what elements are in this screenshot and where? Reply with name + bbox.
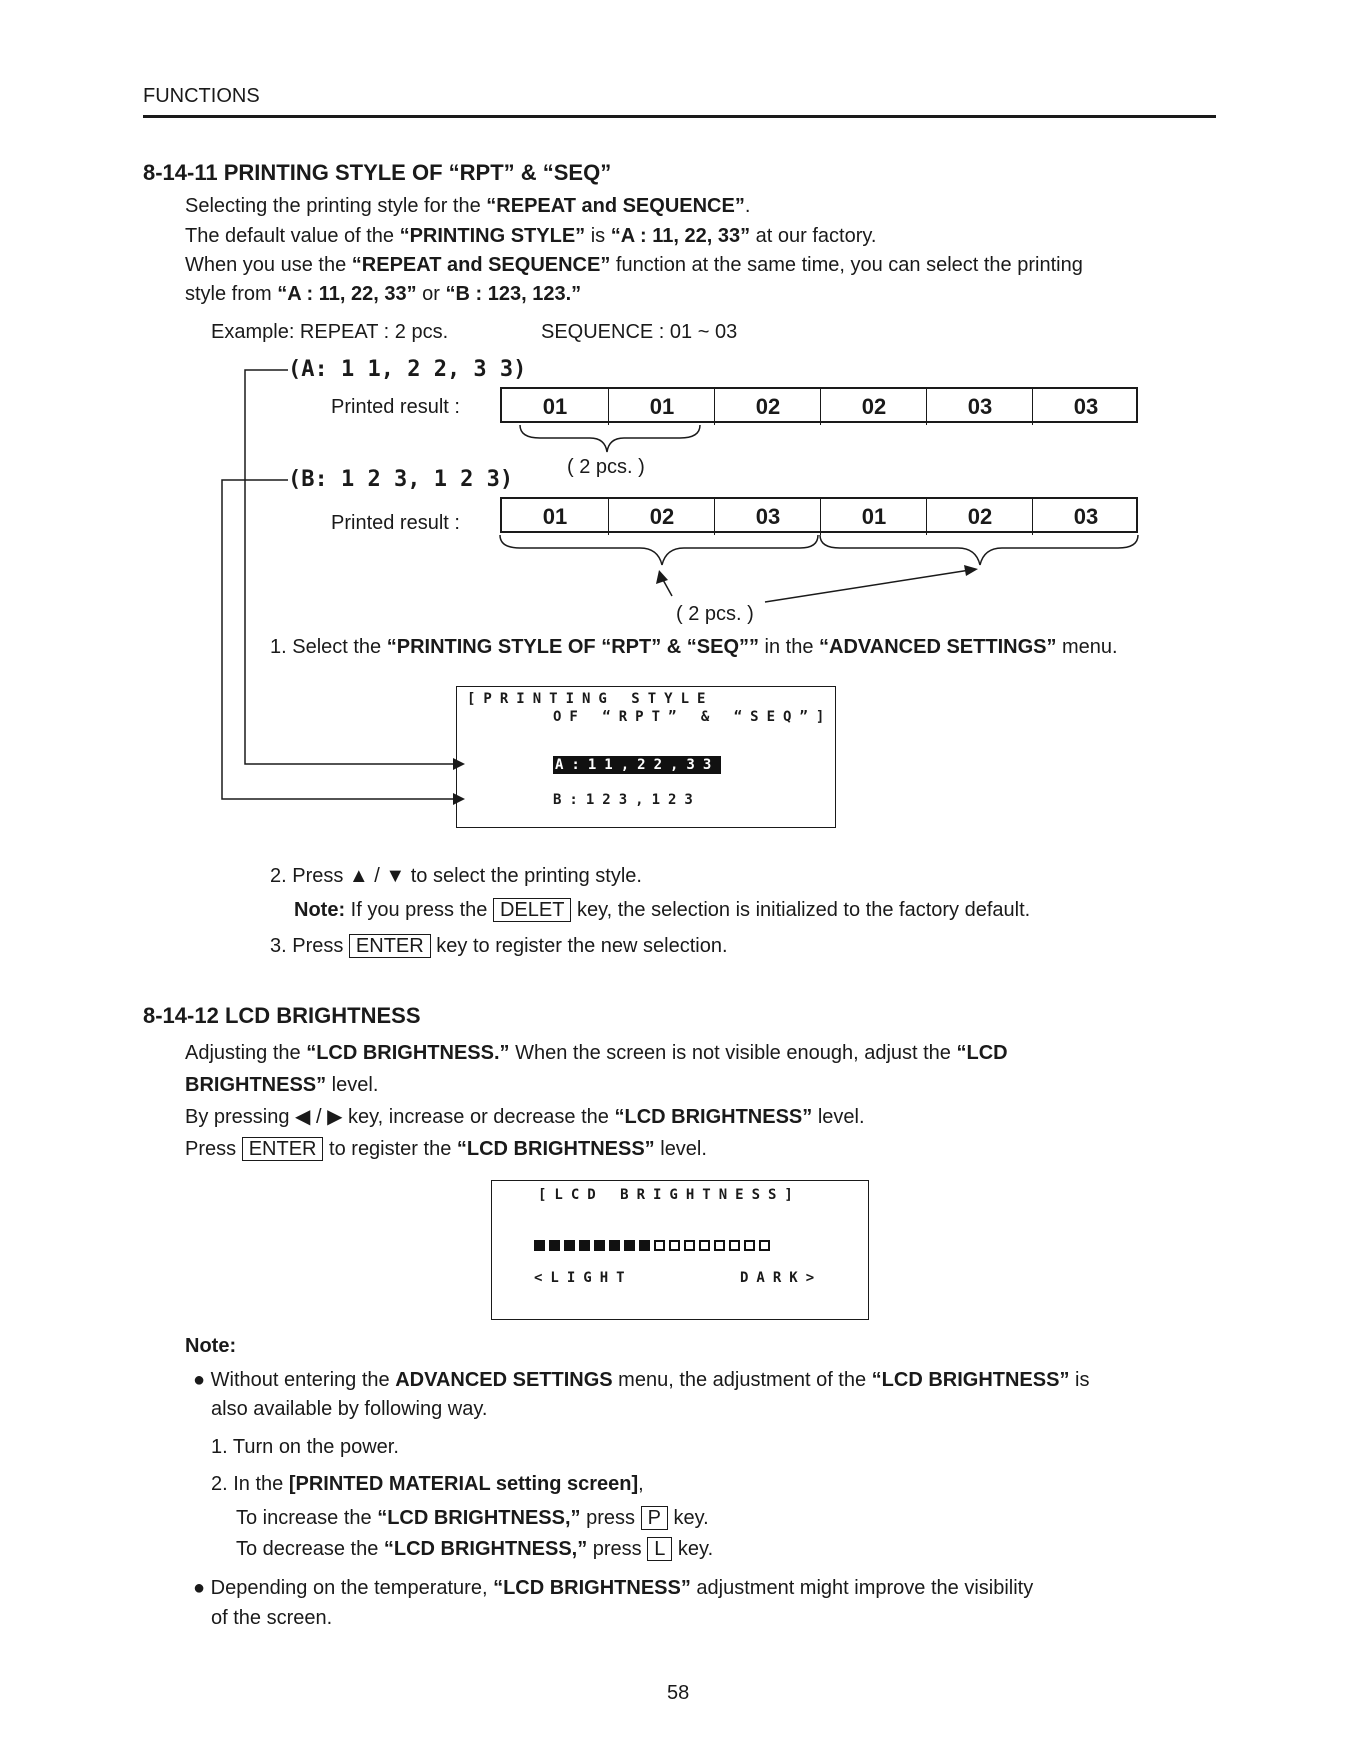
brightness-square-empty <box>759 1240 770 1251</box>
step-1: 1. Select the “PRINTING STYLE OF “RPT” & “SEQ”” in the “ADVANCED SETTINGS” menu. <box>270 636 1118 658</box>
note-step-2: 2. In the [PRINTED MATERIAL setting screen], <box>211 1473 644 1495</box>
result-cell: 03 <box>926 389 1033 425</box>
printed-result-row-a <box>500 387 1138 423</box>
brightness-bar <box>534 1237 774 1255</box>
result-cell: 01 <box>542 504 568 529</box>
result-cell: 02 <box>926 499 1033 535</box>
bullet-1: ● Without entering the ADVANCED SETTINGS menu, the adjustment of the “LCD BRIGHTNESS” is <box>193 1369 1090 1391</box>
bullet-2-cont: of the screen. <box>211 1607 333 1629</box>
paragraph: By pressing ◀ / ▶ key, increase or decrease the “LCD BRIGHTNESS” level. <box>185 1106 865 1128</box>
brightness-square-filled <box>534 1240 545 1251</box>
delet-key: DELET <box>493 898 571 922</box>
lcd-title: [LCD BRIGHTNESS] <box>538 1187 801 1203</box>
brightness-square-filled <box>639 1240 650 1251</box>
bullet-2: ● Depending on the temperature, “LCD BRIGHTNESS” adjustment might improve the visibility <box>193 1577 1034 1599</box>
paragraph: The default value of the “PRINTING STYLE” is “A : 11, 22, 33” at our factory. <box>185 225 877 247</box>
brightness-square-empty <box>744 1240 755 1251</box>
brightness-square-empty <box>669 1240 680 1251</box>
brightness-square-empty <box>684 1240 695 1251</box>
lcd-option-a: A:11,22,33 <box>555 757 720 773</box>
style-b-label: (B: 1 2 3, 1 2 3) <box>288 467 514 492</box>
increase-line: To increase the “LCD BRIGHTNESS,” press P key. <box>236 1507 709 1529</box>
style-a-label: (A: 1 1, 2 2, 3 3) <box>288 357 527 382</box>
brightness-square-filled <box>579 1240 590 1251</box>
example-sequence: SEQUENCE : 01 ~ 03 <box>541 321 738 343</box>
brightness-square-filled <box>564 1240 575 1251</box>
result-cell: 03 <box>1032 389 1139 425</box>
example-repeat: Example: REPEAT : 2 pcs. <box>211 321 449 343</box>
enter-key: ENTER <box>242 1137 324 1161</box>
result-cell: 01 <box>542 394 568 419</box>
result-cell: 01 <box>820 499 927 535</box>
lcd-option-b: B:123,123 <box>553 792 701 808</box>
paragraph: Press ENTER to register the “LCD BRIGHTNESS” level. <box>185 1138 707 1160</box>
lcd-line: OF “RPT” & “SEQ”] <box>553 709 833 725</box>
brightness-square-filled <box>624 1240 635 1251</box>
paragraph: When you use the “REPEAT and SEQUENCE” function at the same time, you can select the printing <box>185 254 1083 276</box>
note-delet: Note: If you press the DELET key, the selection is initialized to the factory default. <box>294 899 1031 921</box>
result-cell: 02 <box>820 389 927 425</box>
paragraph: style from “A : 11, 22, 33” or “B : 123, 123.” <box>185 283 582 305</box>
pcs-label-b: ( 2 pcs. ) <box>676 603 754 625</box>
brightness-square-empty <box>729 1240 740 1251</box>
bullet-1-cont: also available by following way. <box>211 1398 488 1420</box>
step-3: 3. Press ENTER key to register the new selection. <box>270 935 728 957</box>
brightness-square-filled <box>549 1240 560 1251</box>
lcd-line: [PRINTING STYLE <box>467 691 714 707</box>
paragraph: Adjusting the “LCD BRIGHTNESS.” When the screen is not visible enough, adjust the “LCD <box>185 1042 1008 1064</box>
printed-result-label-a: Printed result : <box>331 396 460 418</box>
printed-result-label-b: Printed result : <box>331 512 460 534</box>
printed-result-row-b <box>500 497 1138 533</box>
step-2: 2. Press ▲ / ▼ to select the printing style. <box>270 865 642 887</box>
brightness-square-filled <box>609 1240 620 1251</box>
lcd-printing-style <box>456 686 836 828</box>
page-header: FUNCTIONS <box>143 85 260 107</box>
note-step-1: 1. Turn on the power. <box>211 1436 399 1458</box>
result-cell: 03 <box>714 499 821 535</box>
section-heading-printing-style: 8-14-11 PRINTING STYLE OF “RPT” & “SEQ” <box>143 160 612 185</box>
result-cell: 01 <box>608 389 715 425</box>
brightness-square-filled <box>594 1240 605 1251</box>
result-cell: 03 <box>1032 499 1139 535</box>
lcd-light-label: <LIGHT <box>534 1270 633 1286</box>
decrease-line: To decrease the “LCD BRIGHTNESS,” press L key. <box>236 1538 714 1560</box>
section-heading-lcd-brightness: 8-14-12 LCD BRIGHTNESS <box>143 1003 421 1028</box>
page-number: 58 <box>667 1682 690 1704</box>
brightness-square-empty <box>654 1240 665 1251</box>
note-label: Note: <box>185 1335 237 1357</box>
p-key: P <box>641 1506 668 1530</box>
result-cell: 02 <box>608 499 715 535</box>
lcd-dark-label: DARK> <box>740 1270 823 1286</box>
lcd-brightness <box>491 1180 869 1320</box>
paragraph: BRIGHTNESS” level. <box>185 1074 379 1096</box>
brightness-square-empty <box>714 1240 725 1251</box>
l-key: L <box>647 1537 672 1561</box>
pcs-label-a: ( 2 pcs. ) <box>567 456 645 478</box>
enter-key: ENTER <box>349 934 431 958</box>
paragraph: Selecting the printing style for the “REPEAT and SEQUENCE”. <box>185 195 751 217</box>
result-cell: 02 <box>714 389 821 425</box>
brightness-square-empty <box>699 1240 710 1251</box>
